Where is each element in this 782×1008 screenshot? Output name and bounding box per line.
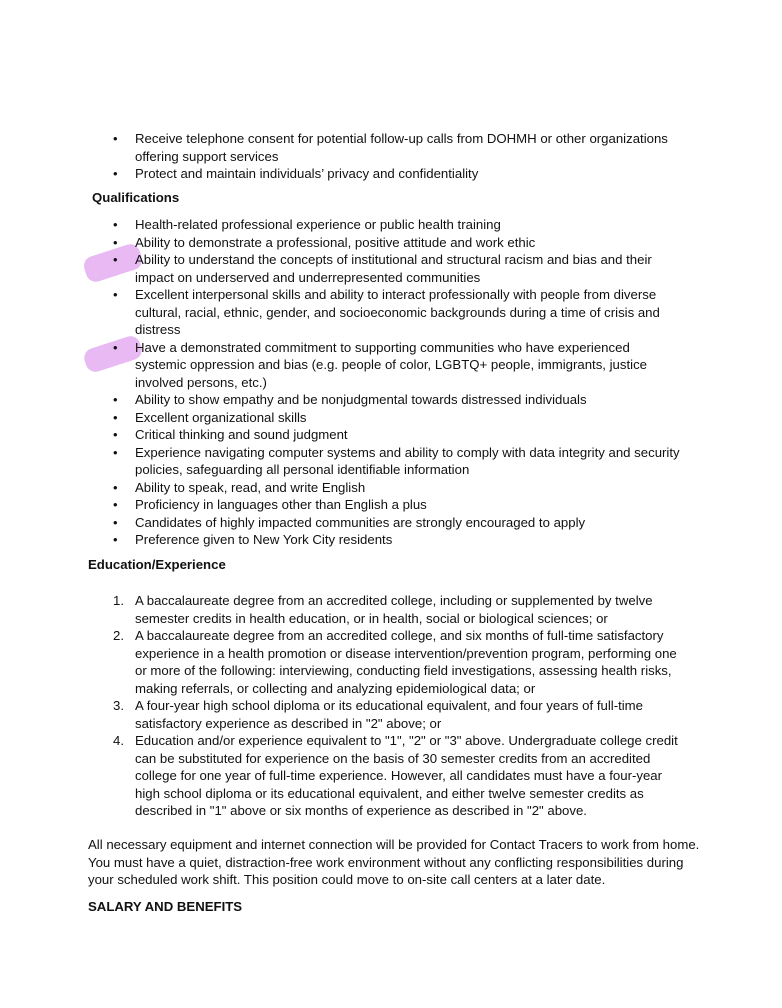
salary-heading: SALARY AND BENEFITS [88,899,243,914]
list-item: • Proficiency in languages other than English a plus [0,496,683,514]
list-text: A four-year high school diploma or its educational equivalent, and four years of full-time satisfactory experience as described in "2" above; or [135,698,643,731]
list-item: • Ability to speak, read, and write English [0,479,683,497]
list-item: • Excellent interpersonal skills and ability to interact professionally with people from diverse cultural, racial, ethnic, gender, and socioeconomic backgrounds during a time of crisis and distress [0,286,683,339]
list-item: • Preference given to New York City residents [0,531,683,549]
list-text: A baccalaureate degree from an accredited college, including or supplemented by twelve semester credits in health education, or in health, social or biological sciences; or [135,593,653,626]
list-item: • Protect and maintain individuals’ privacy and confidentiality [0,165,683,183]
list-item: • Candidates of highly impacted communities are strongly encouraged to apply [0,514,683,532]
list-number: 1. [113,593,124,608]
list-item: • Have a demonstrated commitment to supporting communities who have experienced systemic oppression and bias (e.g. people of color, LGBTQ+ people, immigrants, justice involved persons, etc.) [0,339,683,392]
list-item [0,697,681,732]
list-number: 4. [113,733,124,748]
list-item [0,627,681,697]
list-item: • Ability to show empathy and be nonjudgmental towards distressed individuals [0,391,683,409]
list-item: • Experience navigating computer systems and ability to comply with data integrity and security policies, safeguarding all personal identifiable information [0,444,683,479]
list-item: • Receive telephone consent for potential follow-up calls from DOHMH or other organizations offering support services [0,130,683,165]
list-item: • Critical thinking and sound judgment [0,426,683,444]
list-item: • Health-related professional experience or public health training [0,216,683,234]
list-number: 3. [113,698,124,713]
list-item: • Ability to demonstrate a professional, positive attitude and work ethic [0,234,683,252]
intro-bullet-list [0,130,782,183]
equipment-paragraph: All necessary equipment and internet connection will be provided for Contact Tracers to work from home. You must have a quiet, distraction-free work environment without any conflicting responsibilities during your scheduled work shift. This position could move to on-site call centers at a later date. [88,837,700,887]
list-text: A baccalaureate degree from an accredited college, and six months of full-time satisfactory experience in a health promotion or disease intervention/prevention program, performing one or more of the following: interviewing, conducting field investigations, assessing health risks, making referrals, or collecting and analyzing epidemiological data; or [135,628,677,696]
list-item [0,592,681,627]
list-item: • Ability to understand the concepts of institutional and structural racism and bias and their impact on underserved and underrepresented communities [0,251,683,286]
list-item: • Excellent organizational skills [0,409,683,427]
list-text: Education and/or experience equivalent to "1", "2" or "3" above. Undergraduate college credit can be substituted for experience on the basis of 30 semester credits from an accredited college for one year of full-time experience. However, all candidates must have a four-year high school diploma or its educational equivalent, and either twelve semester credits as described in "1" above or six months of experience as described in "2" above. [135,733,678,818]
education-heading: Education/Experience [88,557,226,572]
qualifications-heading: Qualifications [92,190,180,205]
education-list [0,592,782,820]
list-item [0,732,681,820]
list-number: 2. [113,628,124,643]
qualifications-list [0,216,782,549]
